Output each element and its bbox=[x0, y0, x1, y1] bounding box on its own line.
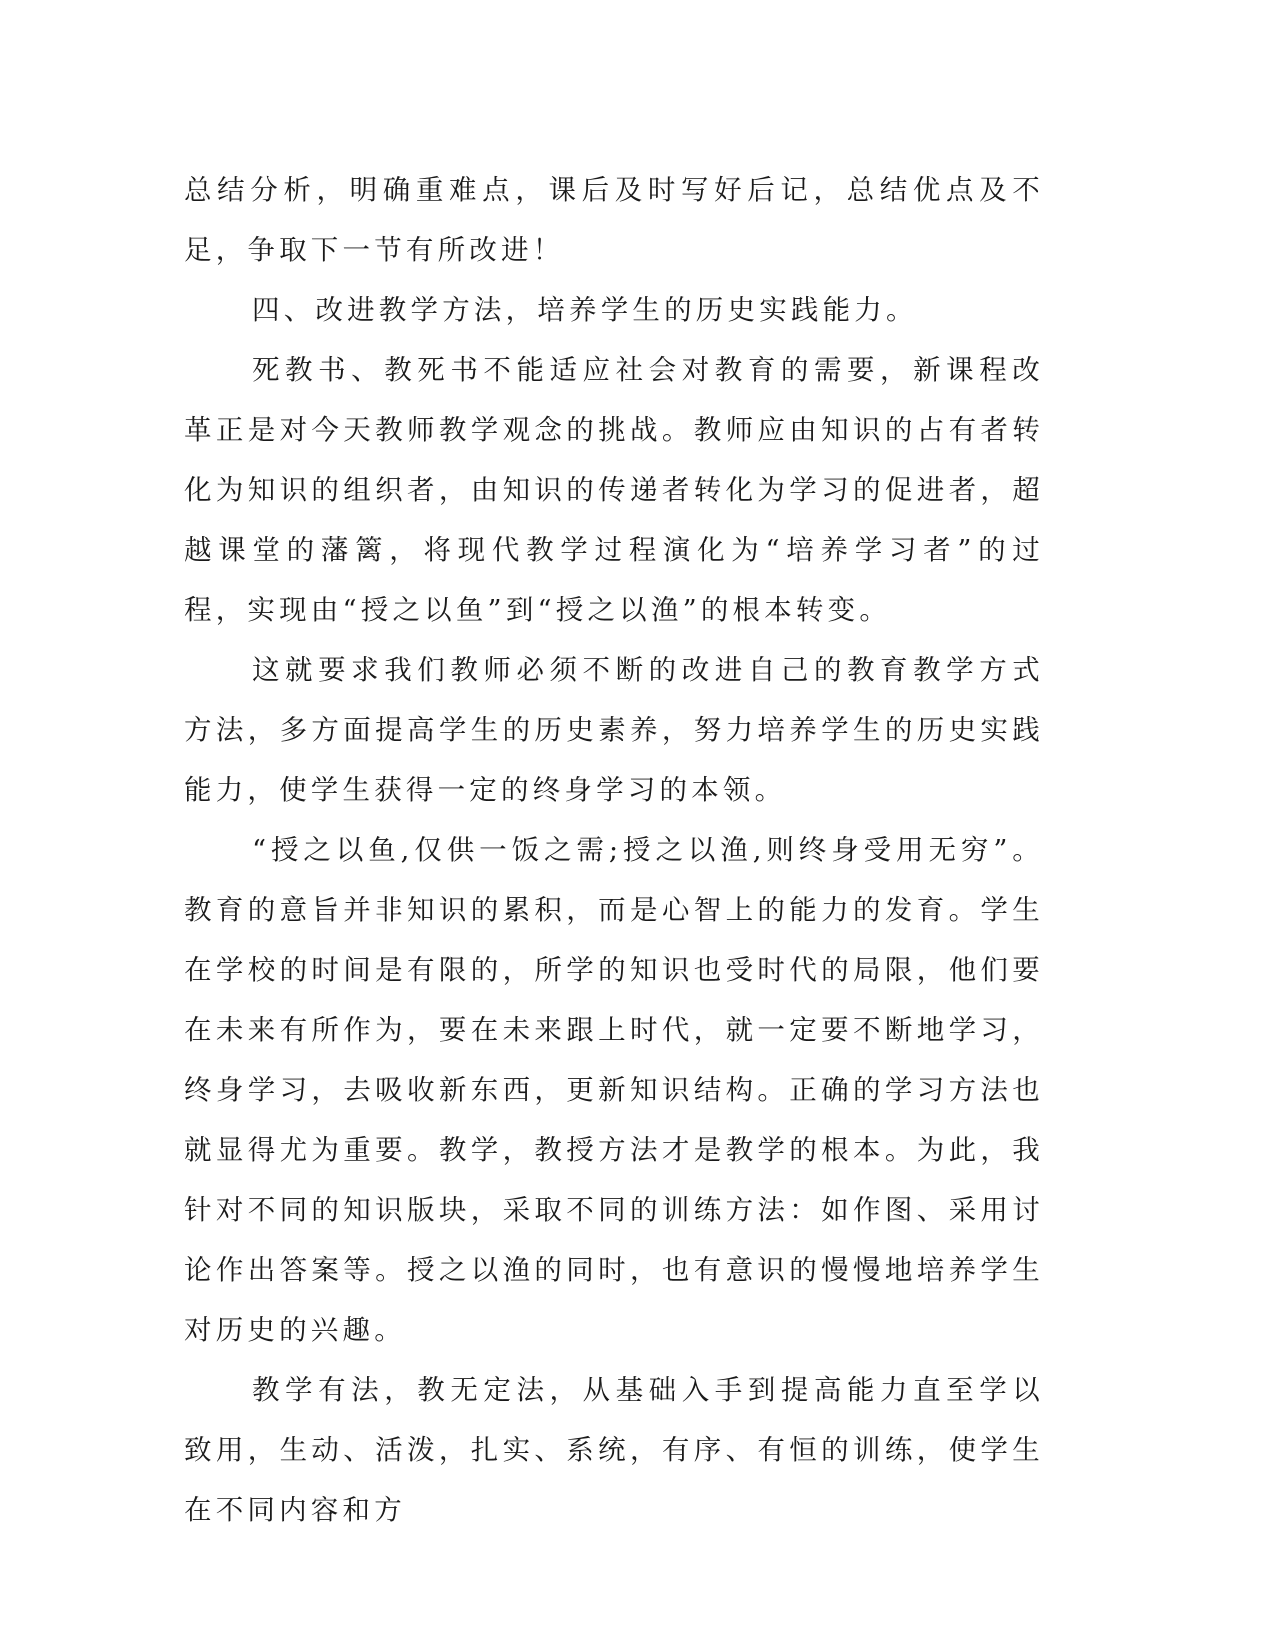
paragraph-3: 死教书、教死书不能适应社会对教育的需要，新课程改革正是对今天教师教学观念的挑战。教师应由知识的占有者转化为知识的组织者，由知识的传递者转化为学习的促进者，超越课堂的藩篱，将现代教学过程演化为“培养学习者”的过程，实现由“授之以鱼”到“授之以渔”的根本转变。 bbox=[184, 354, 1044, 626]
paragraph-2-heading: 四、改进教学方法，培养学生的历史实践能力。 bbox=[252, 294, 918, 326]
paragraph-1: 总结分析，明确重难点，课后及时写好后记，总结优点及不足，争取下一节有所改进！ bbox=[184, 174, 1044, 266]
paragraph-6: 教学有法，教无定法，从基础入手到提高能力直至学以致用，生动、活泼，扎实、系统，有序、有恒的训练，使学生在不同内容和方 bbox=[184, 1374, 1044, 1526]
document-body bbox=[184, 160, 1044, 1540]
paragraph-5: “授之以鱼,仅供一饭之需;授之以渔,则终身受用无穷”。教育的意旨并非知识的累积，而是心智上的能力的发育。学生在学校的时间是有限的，所学的知识也受时代的局限，他们要在未来有所作为，要在未来跟上时代，就一定要不断地学习，终身学习，去吸收新东西，更新知识结构。正确的学习方法也就显得尤为重要。教学，教授方法才是教学的根本。为此，我针对不同的知识版块，采取不同的训练方法：如作图、采用讨论作出答案等。授之以渔的同时，也有意识的慢慢地培养学生对历史的兴趣。 bbox=[184, 834, 1044, 1346]
paragraph-4: 这就要求我们教师必须不断的改进自己的教育教学方式方法，多方面提高学生的历史素养，努力培养学生的历史实践能力，使学生获得一定的终身学习的本领。 bbox=[184, 654, 1044, 806]
